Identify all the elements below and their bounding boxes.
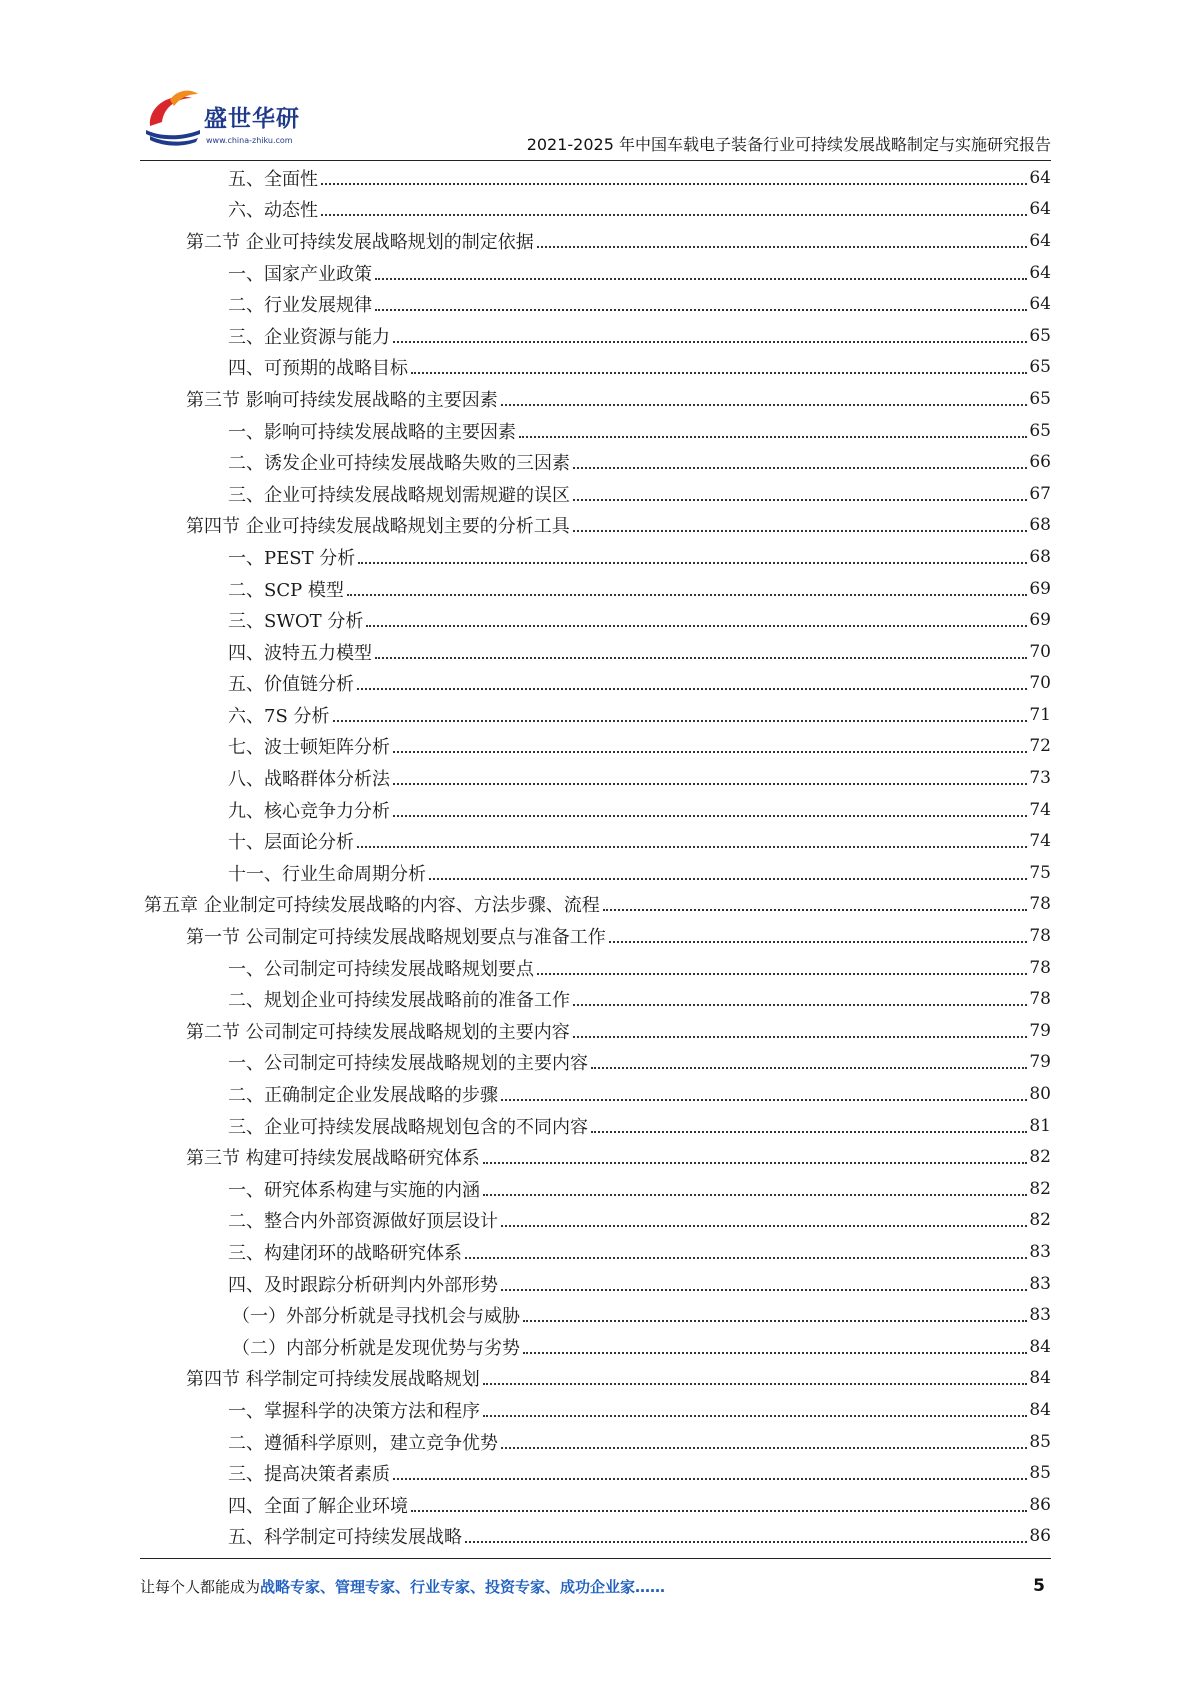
toc-dot-leader [591,1067,1027,1069]
toc-entry-label: 一、影响可持续发展战略的主要因素 [228,421,516,443]
footer-slogan-prefix: 让每个人都能成为 [140,1578,261,1596]
toc-entry[interactable] [140,889,1051,921]
toc-entry-label: 八、战略群体分析法 [228,769,390,791]
toc-entry-label: （二）内部分析就是发现优势与劣势 [232,1337,520,1359]
toc-entry-page: 69 [1029,578,1051,599]
toc-dot-leader [465,1257,1027,1259]
toc-entry[interactable] [140,668,1051,700]
toc-entry-label: 五、价值链分析 [228,674,354,696]
toc-entry[interactable] [140,952,1051,984]
toc-entry-label: 四、及时跟踪分析研判内外部形势 [228,1274,498,1296]
toc-entry-page: 65 [1029,388,1051,409]
page-footer [140,1576,1051,1602]
toc-entry-label: 第二节 公司制定可持续发展战略规划的主要内容 [186,1021,570,1043]
toc-entry-page: 74 [1029,831,1051,852]
toc-entry-label: 第四节 企业可持续发展战略规划主要的分析工具 [186,516,570,538]
toc-dot-leader [411,1510,1027,1512]
toc-dot-leader [501,404,1028,406]
toc-dot-leader [358,562,1027,564]
toc-entry-page: 78 [1029,894,1051,915]
toc-entry-label: 十一、行业生命周期分析 [228,863,426,885]
toc-entry-page: 70 [1029,641,1051,662]
toc-entry-page: 86 [1029,1526,1051,1547]
toc-entry-page: 72 [1029,736,1051,757]
toc-entry-label: 二、遵循科学原则，建立竞争优势 [228,1432,498,1454]
toc-dot-leader [573,1036,1028,1038]
toc-entry-page: 64 [1029,167,1051,188]
toc-dot-leader [537,973,1027,975]
toc-entry-page: 67 [1029,483,1051,504]
toc-dot-leader [357,688,1027,690]
toc-entry[interactable] [140,983,1051,1015]
toc-entry-page: 83 [1029,1241,1051,1262]
toc-dot-leader [357,846,1027,848]
toc-dot-leader [523,1352,1027,1354]
toc-dot-leader [523,1320,1027,1322]
toc-entry[interactable] [140,257,1051,289]
toc-entry-label: 一、公司制定可持续发展战略规划的主要内容 [228,1053,588,1075]
toc-entry[interactable] [140,478,1051,510]
toc-entry-page: 74 [1029,799,1051,820]
toc-entry-label: 三、提高决策者素质 [228,1464,390,1486]
toc-entry-page: 83 [1029,1305,1051,1326]
toc-entry[interactable] [140,573,1051,605]
toc-entry-page: 79 [1029,1052,1051,1073]
toc-entry-page: 85 [1029,1431,1051,1452]
toc-entry[interactable] [140,1394,1051,1426]
toc-dot-leader [591,1131,1027,1133]
toc-entry[interactable] [140,541,1051,573]
toc-dot-leader [465,1541,1027,1543]
toc-entry[interactable] [140,794,1051,826]
toc-entry-page: 78 [1029,926,1051,947]
logo-emblem-icon [140,84,206,150]
toc-entry-label: 四、波特五力模型 [228,642,372,664]
toc-entry-page: 68 [1029,546,1051,567]
toc-entry-label: 五、全面性 [228,168,318,190]
toc-entry[interactable] [140,762,1051,794]
toc-entry[interactable] [140,1363,1051,1395]
toc-entry[interactable] [140,1299,1051,1331]
toc-entry[interactable] [140,1426,1051,1458]
toc-dot-leader [321,183,1027,185]
toc-entry-page: 65 [1029,420,1051,441]
company-logo [140,84,310,154]
toc-entry-label: 三、企业资源与能力 [228,326,390,348]
toc-entry-page: 84 [1029,1336,1051,1357]
toc-dot-leader [609,941,1028,943]
toc-entry-page: 71 [1029,704,1051,725]
toc-entry[interactable] [140,415,1051,447]
toc-dot-leader [573,467,1027,469]
toc-entry-label: 三、SWOT 分析 [228,611,364,633]
toc-entry-label: 第三节 影响可持续发展战略的主要因素 [186,389,498,411]
toc-entry[interactable] [140,604,1051,636]
toc-dot-leader [393,783,1027,785]
toc-entry-label: 一、掌握科学的决策方法和程序 [228,1400,480,1422]
toc-entry-label: 四、可预期的战略目标 [228,358,408,380]
toc-entry-page: 64 [1029,262,1051,283]
toc-entry[interactable] [140,731,1051,763]
toc-dot-leader [393,815,1027,817]
toc-dot-leader [333,720,1028,722]
toc-entry[interactable] [140,352,1051,384]
toc-entry-label: 四、全面了解企业环境 [228,1495,408,1517]
toc-dot-leader [483,1383,1028,1385]
toc-entry-page: 84 [1029,1399,1051,1420]
toc-entry-label: 一、研究体系构建与实施的内涵 [228,1179,480,1201]
toc-dot-leader [519,436,1027,438]
toc-entry[interactable] [140,1521,1051,1553]
toc-dot-leader [603,909,1028,911]
table-of-contents [140,162,1051,1552]
toc-dot-leader [429,878,1027,880]
toc-entry-page: 83 [1029,1273,1051,1294]
toc-entry-page: 80 [1029,1084,1051,1105]
toc-dot-leader [483,1415,1027,1417]
toc-entry-page: 68 [1029,515,1051,536]
toc-entry-label: 二、整合内外部资源做好顶层设计 [228,1211,498,1233]
toc-entry[interactable] [140,162,1051,194]
toc-entry-label: 一、PEST 分析 [228,547,356,569]
toc-entry-page: 69 [1029,610,1051,631]
toc-dot-leader [501,1099,1027,1101]
toc-entry[interactable] [140,383,1051,415]
toc-entry[interactable] [140,857,1051,889]
page-number: 5 [1033,1576,1045,1596]
toc-entry-label: 第二节 企业可持续发展战略规划的制定依据 [186,231,534,253]
toc-dot-leader [501,1225,1027,1227]
toc-dot-leader [573,530,1028,532]
header-divider [140,160,1051,161]
toc-entry[interactable] [140,920,1051,952]
toc-entry-label: 第四节 科学制定可持续发展战略规划 [186,1369,480,1391]
toc-dot-leader [537,246,1028,248]
toc-dot-leader [483,1162,1028,1164]
toc-entry-page: 85 [1029,1463,1051,1484]
toc-entry[interactable] [140,288,1051,320]
toc-entry-label: 三、构建闭环的战略研究体系 [228,1242,462,1264]
toc-entry[interactable] [140,1457,1051,1489]
toc-entry[interactable] [140,194,1051,226]
toc-entry-label: 五、科学制定可持续发展战略 [228,1527,462,1549]
toc-entry-label: 三、企业可持续发展战略规划需规避的误区 [228,484,570,506]
toc-entry-label: 二、行业发展规律 [228,295,372,317]
toc-entry-label: 二、诱发企业可持续发展战略失败的三因素 [228,453,570,475]
toc-dot-leader [501,1447,1027,1449]
toc-dot-leader [366,625,1027,627]
toc-entry-page: 73 [1029,768,1051,789]
toc-entry[interactable] [140,1489,1051,1521]
toc-entry[interactable] [140,1078,1051,1110]
footer-divider [140,1558,1051,1559]
toc-entry-page: 79 [1029,1020,1051,1041]
toc-entry-label: 二、规划企业可持续发展战略前的准备工作 [228,990,570,1012]
toc-entry-label: 二、正确制定企业发展战略的步骤 [228,1085,498,1107]
toc-dot-leader [573,499,1027,501]
toc-entry-label: 二、SCP 模型 [228,579,344,601]
toc-entry[interactable] [140,446,1051,478]
toc-entry-label: 六、7S 分析 [228,705,330,727]
toc-entry-label: 九、核心竞争力分析 [228,800,390,822]
toc-dot-leader [483,1194,1027,1196]
toc-entry-page: 81 [1029,1115,1051,1136]
toc-entry[interactable] [140,1236,1051,1268]
toc-entry-page: 70 [1029,673,1051,694]
toc-entry-label: 三、企业可持续发展战略规划包含的不同内容 [228,1116,588,1138]
toc-dot-leader [375,309,1027,311]
toc-entry[interactable] [140,1173,1051,1205]
toc-dot-leader [347,594,1027,596]
toc-entry[interactable] [140,320,1051,352]
toc-entry[interactable] [140,699,1051,731]
toc-dot-leader [375,657,1027,659]
toc-entry[interactable] [140,1268,1051,1300]
footer-slogan-roles: 战略专家、管理专家、行业专家、投资专家、成功企业家…… [260,1578,666,1596]
toc-entry[interactable] [140,510,1051,542]
toc-entry-page: 75 [1029,862,1051,883]
toc-entry[interactable] [140,1331,1051,1363]
toc-entry[interactable] [140,636,1051,668]
logo-url-text: www.china-zhiku.com [206,136,293,145]
toc-entry-page: 64 [1029,294,1051,315]
toc-dot-leader [393,751,1027,753]
toc-entry-page: 82 [1029,1210,1051,1231]
toc-entry-label: 七、波士顿矩阵分析 [228,737,390,759]
toc-entry-page: 82 [1029,1178,1051,1199]
toc-entry-page: 64 [1029,230,1051,251]
toc-dot-leader [393,1478,1027,1480]
toc-entry-label: 六、动态性 [228,200,318,222]
report-title: 2021-2025 年中国车载电子装备行业可持续发展战略制定与实施研究报告 [526,135,1051,154]
logo-brand-text: 盛世华研 [204,106,300,132]
toc-entry[interactable] [140,1141,1051,1173]
toc-dot-leader [321,214,1027,216]
toc-dot-leader [573,1004,1027,1006]
toc-entry-label: 第三节 构建可持续发展战略研究体系 [186,1148,480,1170]
toc-entry[interactable] [140,1015,1051,1047]
toc-entry-page: 86 [1029,1494,1051,1515]
toc-entry-label: 第一节 公司制定可持续发展战略规划要点与准备工作 [186,927,606,949]
toc-entry-page: 84 [1029,1368,1051,1389]
toc-entry-label: 第五章 企业制定可持续发展战略的内容、方法步骤、流程 [144,895,600,917]
toc-dot-leader [501,1289,1027,1291]
toc-entry-label: （一）外部分析就是寻找机会与威胁 [232,1306,520,1328]
toc-entry[interactable] [140,1205,1051,1237]
toc-entry-label: 一、国家产业政策 [228,263,372,285]
toc-entry-page: 78 [1029,957,1051,978]
toc-entry[interactable] [140,1047,1051,1079]
toc-entry-page: 82 [1029,1147,1051,1168]
toc-entry[interactable] [140,225,1051,257]
toc-entry-page: 66 [1029,452,1051,473]
toc-entry[interactable] [140,825,1051,857]
toc-entry-label: 一、公司制定可持续发展战略规划要点 [228,958,534,980]
toc-entry[interactable] [140,1110,1051,1142]
toc-dot-leader [375,278,1027,280]
toc-dot-leader [411,372,1027,374]
toc-entry-label: 十、层面论分析 [228,832,354,854]
toc-dot-leader [393,341,1027,343]
toc-entry-page: 78 [1029,989,1051,1010]
toc-entry-page: 65 [1029,357,1051,378]
page-header [140,80,1051,164]
toc-entry-page: 65 [1029,325,1051,346]
toc-entry-page: 64 [1029,199,1051,220]
